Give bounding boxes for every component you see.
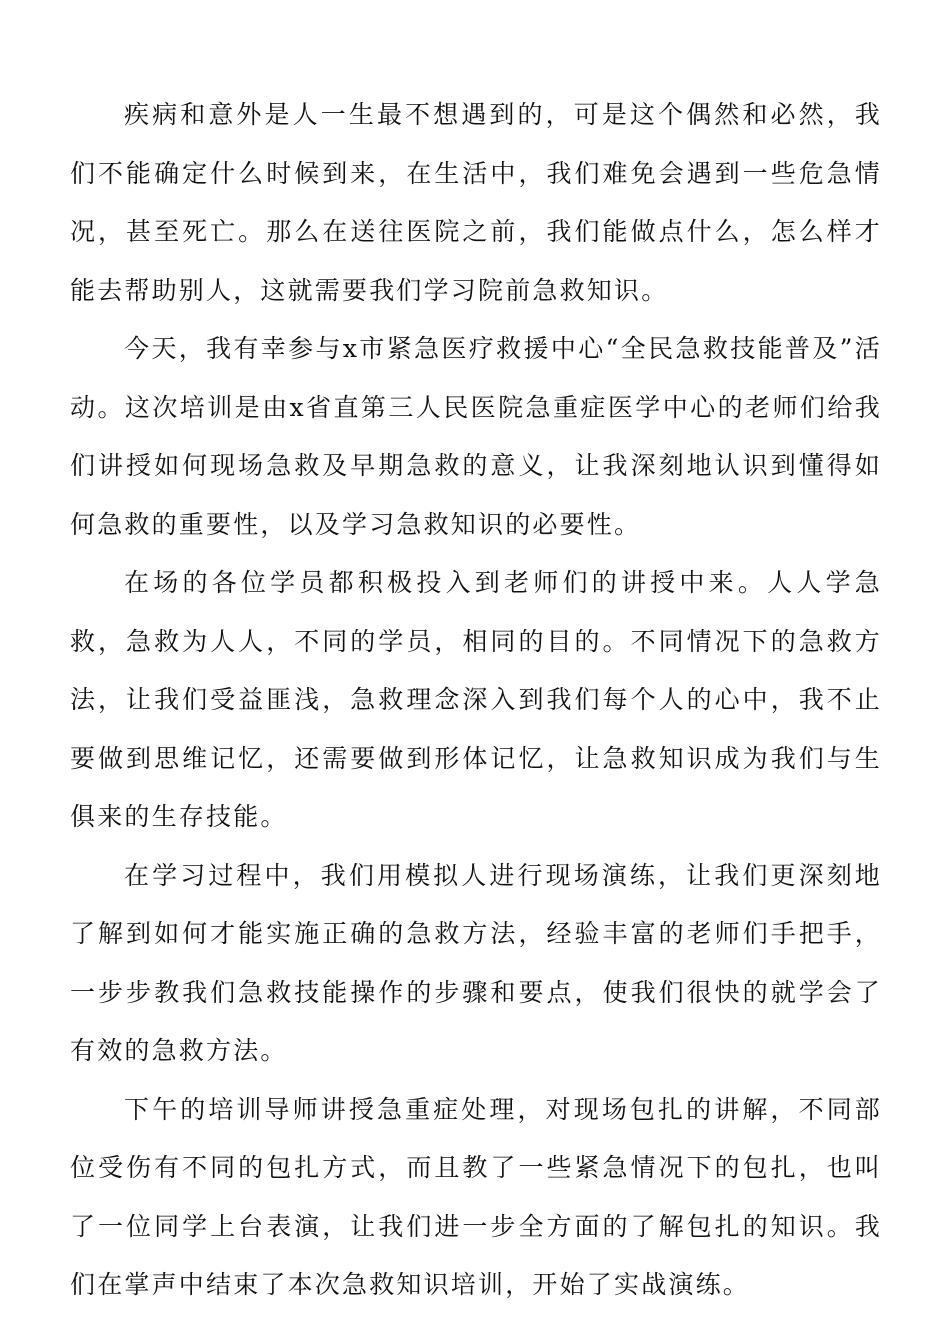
- paragraph-4: 在学习过程中，我们用模拟人进行现场演练，让我们更深刻地了解到如何才能实施正确的急救方法，经验丰富的老师们手把手，一步步教我们急救技能操作的步骤和要点，使我们很快的就学会了有效的急救方法。: [70, 860, 882, 1065]
- paragraph-1: 疾病和意外是人一生最不想遇到的，可是这个偶然和必然，我们不能确定什么时候到来，在生活中，我们难免会遇到一些危急情况，甚至死亡。那么在送往医院之前，我们能做点什么，怎么样才能去帮助别人，这就需要我们学习院前急救知识。: [70, 100, 882, 305]
- paragraph-2: 今天，我有幸参与x市紧急医疗救援中心“全民急救技能普及”活动。这次培训是由x省直第三人民医院急重症医学中心的老师们给我们讲授如何现场急救及早期急救的意义，让我深刻地认识到懂得如何急救的重要性，以及学习急救知识的必要性。: [70, 334, 882, 539]
- paragraph-5: 下午的培训导师讲授急重症处理，对现场包扎的讲解，不同部位受伤有不同的包扎方式，而且教了一些紧急情况下的包扎，也叫了一位同学上台表演，让我们进一步全方面的了解包扎的知识。我们在掌声中结束了本次急救知识培训，开始了实战演练。: [70, 1094, 882, 1299]
- paragraph-3: 在场的各位学员都积极投入到老师们的讲授中来。人人学急救，急救为人人，不同的学员，相同的目的。不同情况下的急救方法，让我们受益匪浅，急救理念深入到我们每个人的心中，我不止要做到思维记忆，还需要做到形体记忆，让急救知识成为我们与生俱来的生存技能。: [70, 568, 882, 831]
- document-body: [70, 86, 882, 1315]
